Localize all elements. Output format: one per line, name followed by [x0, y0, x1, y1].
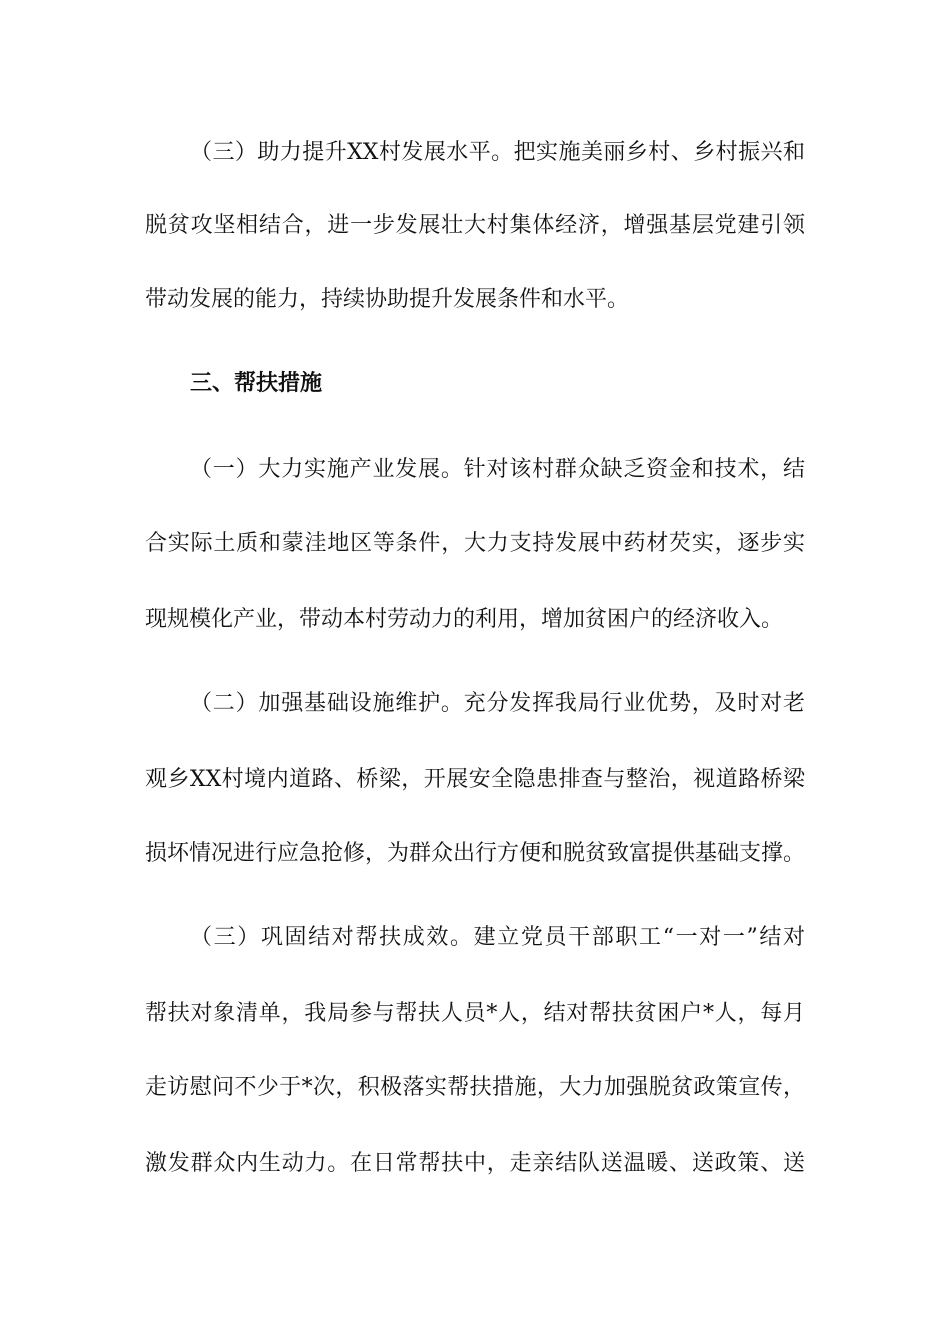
paragraph-4-line-4: 激发群众内生动力。在日常帮扶中，走亲结队送温暖、送政策、送	[145, 1151, 805, 1176]
paragraph-4-line-3: 走访慰问不少于*次，积极落实帮扶措施，大力加强脱贫政策宣传，	[145, 1075, 805, 1100]
paragraph-2-line-2: 合实际土质和蒙洼地区等条件，大力支持发展中药材芡实，逐步实	[145, 531, 805, 556]
paragraph-1-line-3: 带动发展的能力，持续协助提升发展条件和水平。	[145, 287, 630, 312]
paragraph-2-line-1: （一）大力实施产业发展。针对该村群众缺乏资金和技术，结	[190, 457, 805, 482]
paragraph-3-line-3: 损坏情况进行应急抢修，为群众出行方便和脱贫致富提供基础支撑。	[145, 841, 806, 866]
paragraph-2-line-3: 现规模化产业，带动本村劳动力的利用，增加贫困户的经济收入。	[145, 607, 784, 632]
paragraph-3-line-1: （二）加强基础设施维护。充分发挥我局行业优势，及时对老	[190, 691, 805, 716]
paragraph-1-line-1: （三）助力提升XX村发展水平。把实施美丽乡村、乡村振兴和	[190, 140, 805, 165]
section-heading: 三、帮扶措施	[190, 371, 323, 396]
paragraph-4-line-2: 帮扶对象清单，我局参与帮扶人员*人，结对帮扶贫困户*人，每月	[145, 1001, 805, 1026]
paragraph-3-line-2: 观乡XX村境内道路、桥梁，开展安全隐患排查与整治，视道路桥梁	[145, 767, 805, 792]
paragraph-1-line-2: 脱贫攻坚相结合，进一步发展壮大村集体经济，增强基层党建引领	[145, 213, 805, 238]
paragraph-4-line-1: （三）巩固结对帮扶成效。建立党员干部职工“一对一”结对	[190, 925, 805, 950]
